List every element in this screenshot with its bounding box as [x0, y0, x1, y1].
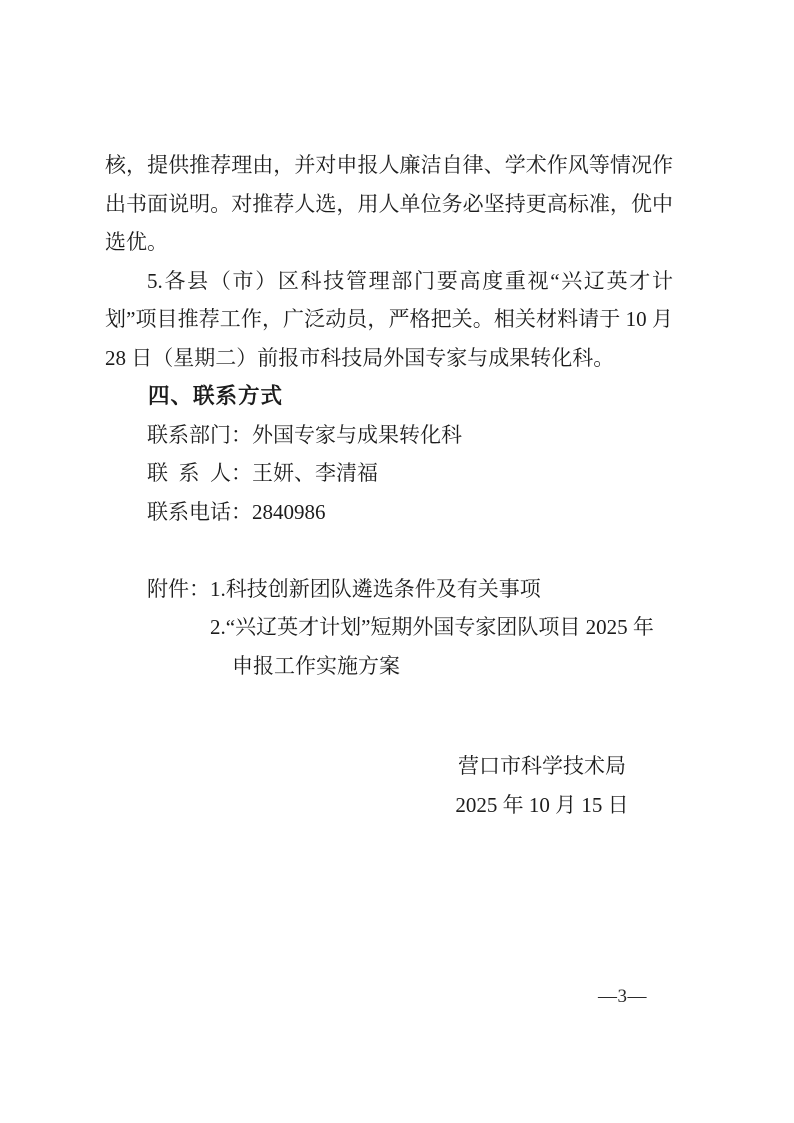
attachment-item-1: 1.科技创新团队遴选条件及有关事项	[210, 576, 541, 601]
page-number: —3—	[598, 986, 647, 1007]
contact-phone-line: 联系电话：2840986	[147, 499, 326, 524]
contact-department-line: 联系部门：外国专家与成果转化科	[147, 422, 462, 447]
attachments-list	[210, 570, 673, 686]
signature-agency: 营口市科学技术局	[458, 754, 626, 778]
body-paragraph-item5: 5.各县（市）区科技管理部门要高度重视“兴辽英才计划”项目推荐工作，广泛动员，严格把关。相关材料请于 10 月 28 日（星期二）前报市科技局外国专家与成果转化科。	[105, 268, 673, 370]
signature-date: 2025 年 10 月 15 日	[455, 792, 629, 817]
signature-block	[427, 747, 657, 824]
blank-line-spacer	[105, 531, 673, 570]
attachments-block	[147, 570, 673, 686]
blank-space-spacer	[105, 685, 673, 747]
attachments-label: 附件：	[147, 576, 210, 601]
attachment-item-2: 2.“兴辽英才计划”短期外国专家团队项目 2025 年申报工作实施方案	[210, 615, 654, 678]
contact-person-line: 联 系 人：王妍、李清福	[147, 461, 378, 485]
section-heading-contact-info: 四、联系方式	[148, 384, 284, 408]
document-body	[105, 146, 673, 824]
body-paragraph-continuation: 核，提供推荐理由，并对申报人廉洁自律、学术作风等情况作出书面说明。对推荐人选，用人单位务必坚持更高标准，优中选优。	[105, 153, 673, 254]
